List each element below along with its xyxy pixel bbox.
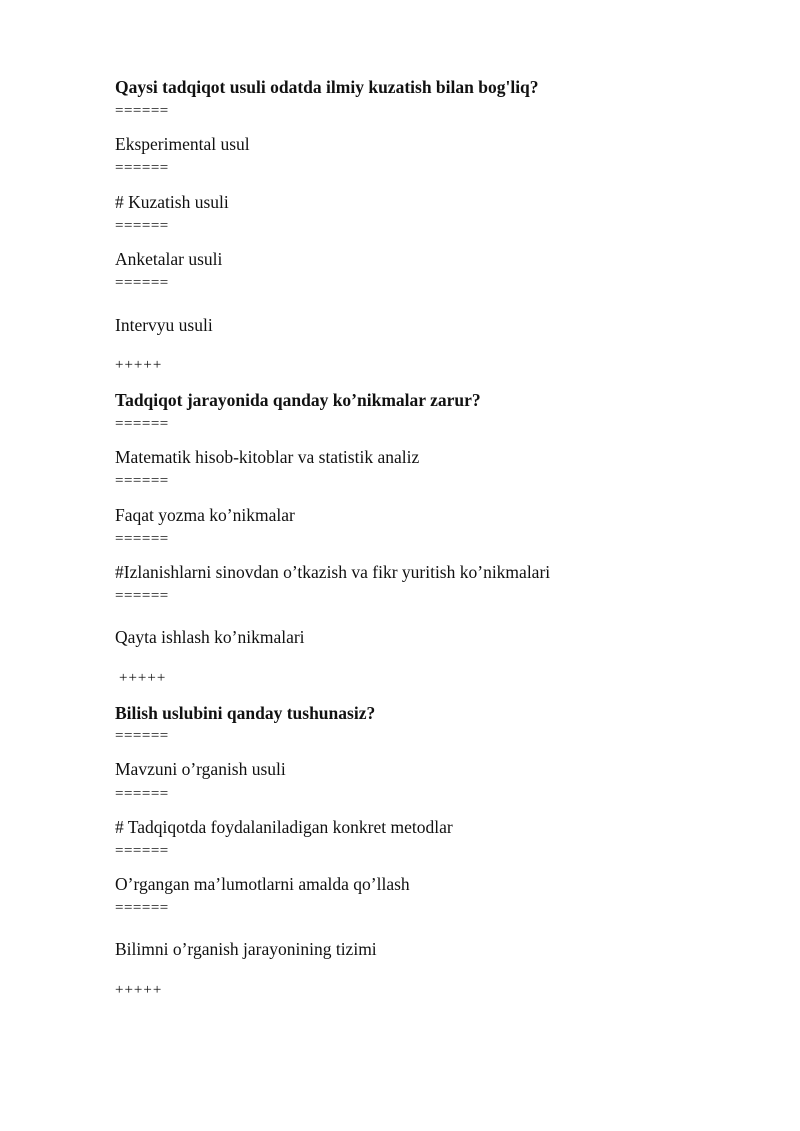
question-2-text: Tadqiqot jarayonida qanday ko’nikmalar zarur? (115, 390, 481, 410)
separator: ====== (115, 531, 169, 547)
separator: ====== (115, 416, 169, 432)
separator: ====== (115, 843, 169, 859)
separator: ====== (115, 786, 169, 802)
question-1-option-2: # Kuzatish usuli (115, 192, 229, 212)
question-1-option-3: Anketalar usuli (115, 249, 223, 269)
separator: ====== (115, 588, 169, 604)
separator: ====== (115, 103, 169, 119)
question-2-option-1: Matematik hisob-kitoblar va statistik analiz (115, 447, 420, 467)
separator: ====== (115, 728, 169, 744)
separator: ====== (115, 275, 169, 291)
question-3-text: Bilish uslubini qanday tushunasiz? (115, 703, 376, 723)
question-3-option-2: # Tadqiqotda foydalaniladigan konkret metodlar (115, 817, 453, 837)
separator: ====== (115, 473, 169, 489)
separator: ====== (115, 900, 169, 916)
question-3-option-4: Bilimni o’rganish jarayonining tizimi (115, 939, 377, 959)
question-1-terminator: +++++ (115, 357, 163, 373)
separator: ====== (115, 160, 169, 176)
question-2-option-3: #Izlanishlarni sinovdan o’tkazish va fikr yuritish ko’nikmalari (115, 562, 551, 582)
question-1-option-4: Intervyu usuli (115, 315, 213, 335)
question-1-option-1: Eksperimental usul (115, 134, 250, 154)
question-2-terminator: +++++ (119, 670, 167, 686)
question-3-terminator: +++++ (115, 982, 163, 998)
question-3-option-3: O’rgangan ma’lumotlarni amalda qo’llash (115, 874, 410, 894)
question-1-text: Qaysi tadqiqot usuli odatda ilmiy kuzatish bilan bog'liq? (115, 77, 539, 97)
question-3-option-1: Mavzuni o’rganish usuli (115, 759, 286, 779)
question-2-option-2: Faqat yozma ko’nikmalar (115, 505, 295, 525)
separator: ====== (115, 218, 169, 234)
question-2-option-4: Qayta ishlash ko’nikmalari (115, 627, 305, 647)
